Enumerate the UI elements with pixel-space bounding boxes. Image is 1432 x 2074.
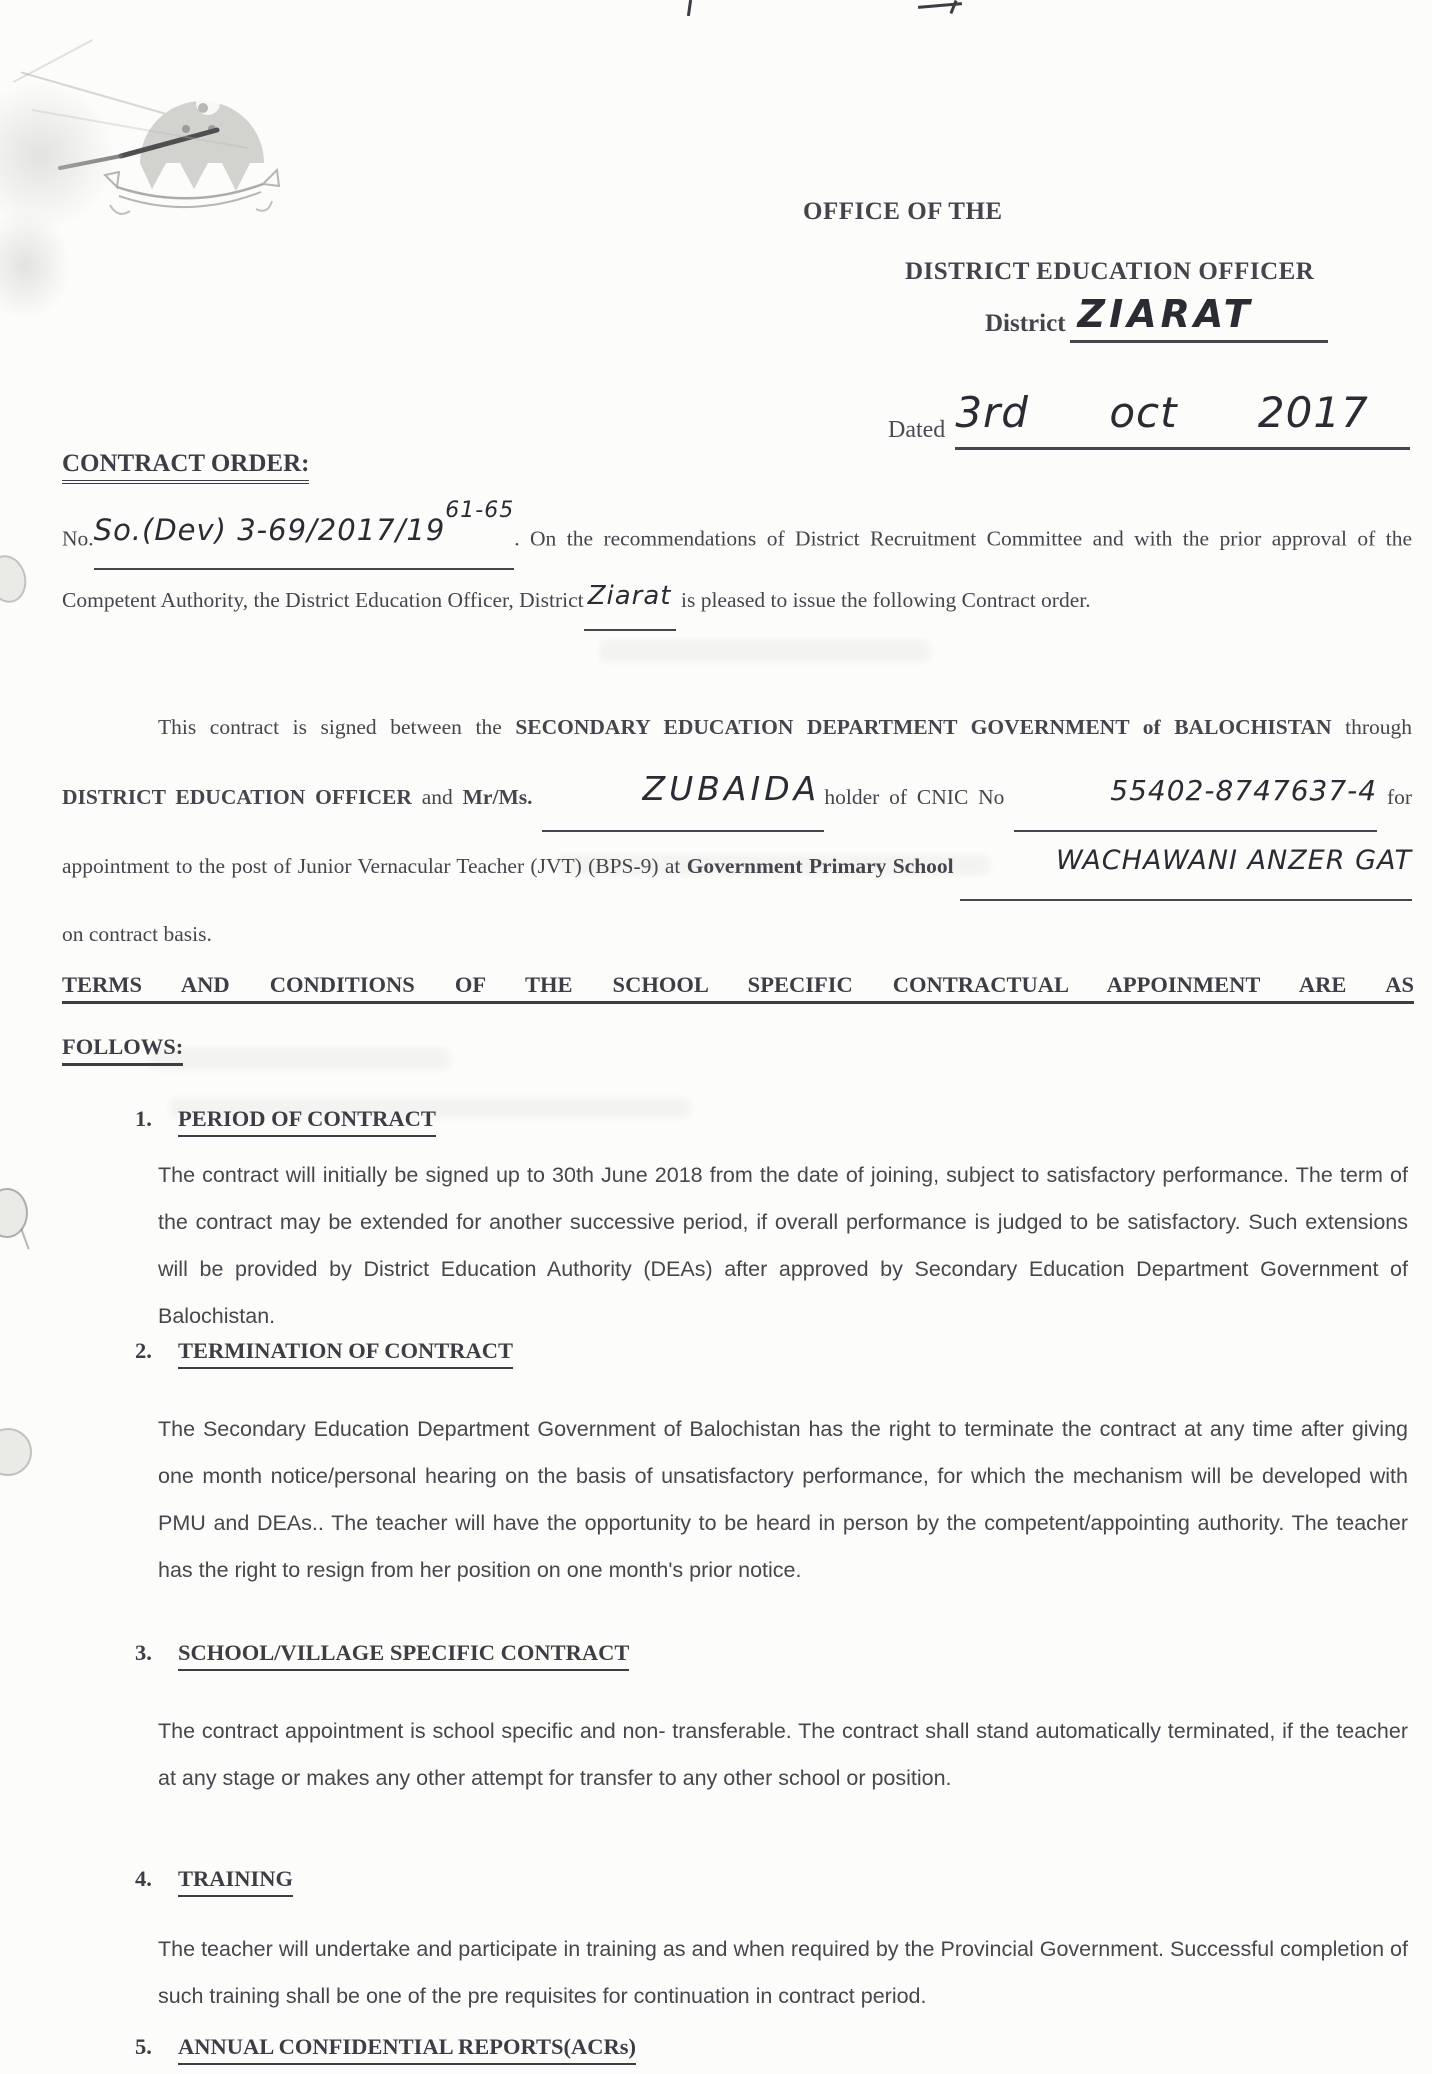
- scan-smudge: [0, 210, 70, 320]
- bleed-through-artifact: [600, 640, 930, 662]
- section-number: 5.: [135, 2034, 152, 2059]
- order-no-handwritten: So.(Dev) 3-69/2017/19$^{61-65}$: [93, 498, 515, 547]
- order-no-label: No.: [62, 526, 94, 551]
- pen-doodle-mark: [0, 1428, 32, 1476]
- agreement-seg: through: [1331, 715, 1412, 739]
- contract-order-heading: CONTRACT ORDER:: [62, 450, 309, 484]
- district-inline-handwritten: Ziarat: [587, 580, 672, 611]
- page-top-pen-mark: [687, 0, 692, 16]
- office-heading-line1: OFFICE OF THE: [803, 198, 1003, 225]
- order-no-superscript: 61-65: [445, 498, 515, 523]
- agreement-seg-bold: SECONDARY EDUCATION DEPARTMENT GOVERNMENT of BALOCHISTAN: [515, 715, 1332, 739]
- date-handwritten-value: 3rd oct 2017: [955, 388, 1369, 437]
- section-4-body: The teacher will undertake and participate in training as and when required by the Provincial Government. Successful completion of such training shall be one of the pre requisites for continuation in contract period.: [158, 1937, 1408, 2008]
- agreement-seg-bold: Mr/Ms.: [462, 785, 533, 809]
- agreement-seg: and: [411, 785, 463, 809]
- order-paragraph-text: . On the recommendations of District Recruitment Committee and with the prior approval of the Competent Authority, the District Education Officer, District: [62, 526, 1412, 612]
- section-title: PERIOD OF CONTRACT: [178, 1106, 436, 1137]
- government-emblem-icon: [40, 55, 320, 245]
- section-number: 3.: [135, 1640, 152, 1665]
- dated-label: Dated: [888, 417, 946, 443]
- agreement-seg: on contract basis.: [62, 922, 212, 946]
- section-5-heading: [135, 2034, 636, 2065]
- section-2-body: The Secondary Education Department Government of Balochistan has the right to terminate the contract at any time after giving one month notice/personal hearing on the basis of unsatisfactory performance, for which the mechanism will be developed with PMU and DEAs.. The teacher will have the opportunity to be heard in person by the competent/appointing authority. The teacher has the right to resign from her position on one month's prior notice.: [158, 1417, 1408, 1582]
- dated-line: [888, 388, 1410, 450]
- agreement-seg-bold: DISTRICT EDUCATION OFFICER: [62, 785, 412, 809]
- page-top-pen-mark: [949, 0, 957, 14]
- section-3-heading: [135, 1640, 629, 1671]
- section-number: 4.: [135, 1866, 152, 1891]
- agreement-seg: holder of CNIC No: [824, 785, 1015, 809]
- district-inline-fill-line: [584, 570, 676, 631]
- section-title: TERMINATION OF CONTRACT: [178, 1338, 513, 1369]
- district-label: District: [985, 310, 1066, 337]
- section-1-body: The contract will initially be signed up to 30th June 2018 from the date of joining, subject to satisfactory performance. The term of the contract may be extended for another successive period, if overall performance is judged to be satisfactory. Such extensions will be provided by District Education Authority (DEAs) after approved by Secondary Education Department Government of Balochistan.: [158, 1163, 1408, 1328]
- page-top-pen-mark: [918, 2, 962, 9]
- scan-smudge: [21, 71, 166, 114]
- terms-heading-line2: FOLLOWS:: [62, 1034, 1414, 1066]
- section-title: SCHOOL/VILLAGE SPECIFIC CONTRACT: [178, 1640, 629, 1671]
- section-2-heading: [135, 1338, 513, 1369]
- dated-fill-line: [955, 388, 1410, 450]
- section-number: 2.: [135, 1338, 152, 1363]
- agreement-seg-bold: Government Primary School: [686, 854, 960, 878]
- school-handwritten: WACHAWANI ANZER GAT: [1055, 845, 1412, 876]
- section-3-body: The contract appointment is school specific and non- transferable. The contract shall stand automatically terminated, if the teacher at any stage or makes any other attempt for transfer to any other school or position.: [158, 1719, 1408, 1790]
- order-paragraph-tail: is pleased to issue the following Contract order.: [675, 587, 1091, 612]
- order-no-fill-line: [94, 500, 515, 570]
- district-handwritten-value: ZIARAT: [1077, 292, 1254, 336]
- scan-smudge: [0, 80, 115, 230]
- scan-smudge: [31, 109, 248, 149]
- district-line: [985, 292, 1345, 343]
- school-fill-line: [960, 832, 1412, 901]
- pen-doodle-mark: [20, 1228, 29, 1249]
- terms-heading-line1: TERMS AND CONDITIONS OF THE SCHOOL SPECIFIC CONTRACTUAL APPOINMENT ARE AS: [62, 972, 1414, 1004]
- order-paragraph: [62, 500, 1412, 631]
- agreement-seg: for appointment to the post of Junior Vernacular Teacher (JVT) (BPS-9) at: [62, 785, 1413, 878]
- agreement-paragraph: [62, 694, 1412, 967]
- pen-doodle-mark: [0, 1188, 28, 1238]
- cnic-handwritten: 55402-8747637-4: [1110, 774, 1378, 807]
- district-fill-line: [1070, 292, 1328, 343]
- section-number: 1.: [135, 1106, 152, 1131]
- scan-smudge: [13, 39, 93, 83]
- hole-punch-mark: [0, 551, 31, 607]
- cnic-fill-line: [1014, 762, 1377, 832]
- teacher-name-handwritten: ZUBAIDA: [642, 769, 821, 808]
- office-heading-line2: DISTRICT EDUCATION OFFICER: [905, 258, 1315, 285]
- section-title: TRAINING: [178, 1866, 293, 1897]
- section-title: ANNUAL CONFIDENTIAL REPORTS(ACRs): [178, 2034, 636, 2065]
- teacher-name-fill-line: [542, 760, 824, 832]
- agreement-seg: This contract is signed between the: [158, 715, 516, 739]
- section-4-heading: [135, 1866, 293, 1897]
- section-1-heading: [135, 1106, 436, 1137]
